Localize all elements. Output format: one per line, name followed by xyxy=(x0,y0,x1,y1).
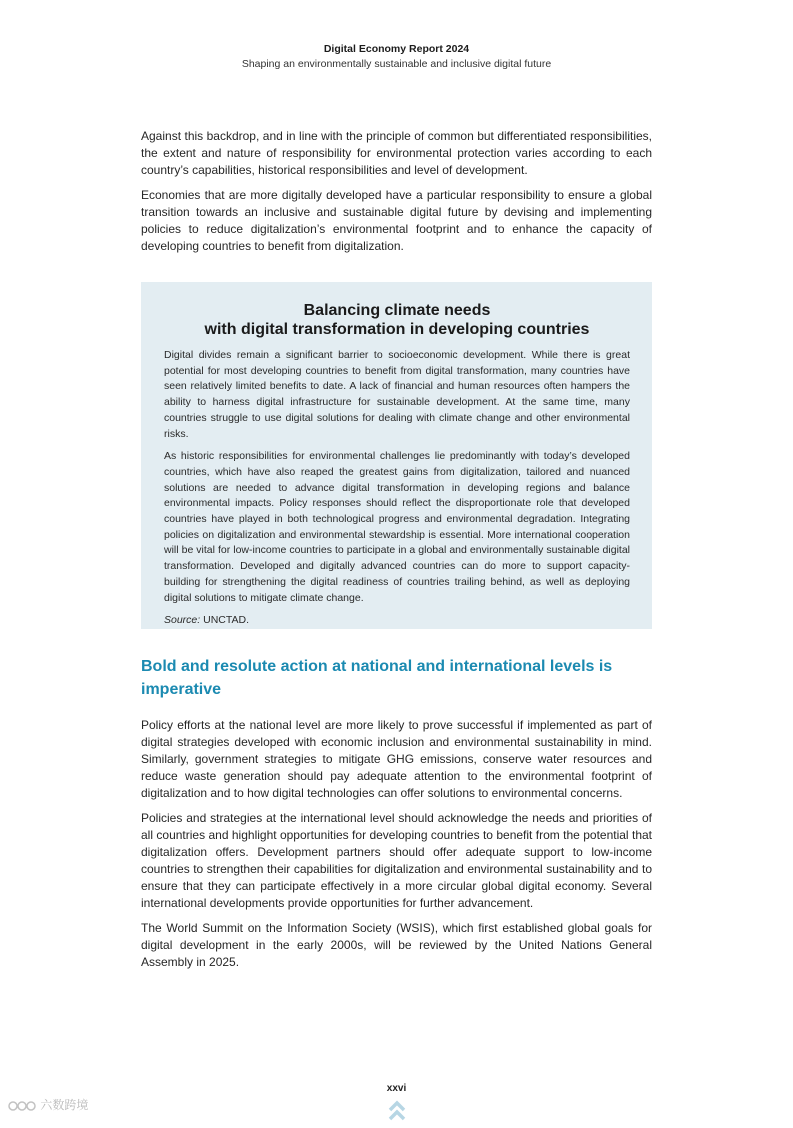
report-title: Digital Economy Report 2024 xyxy=(323,43,470,55)
report-subtitle: Shaping an environmentally sustainable and inclusive digital future xyxy=(241,58,552,70)
source-label: Source: xyxy=(164,614,201,627)
box-source xyxy=(164,613,630,628)
box-paragraph-1: Digital divides remain a significant barrier to socioeconomic development. While there is great potential for most developing countries to benefit from digital transformation, many countries have seen relatively limited benefits to date. A lack of financial and human resources often hampers the ability to harness digital infrastructure for sustainable development. At the same time, many countries struggle to use digital solutions for dealing with climate change and other environmental risks. xyxy=(164,349,630,440)
watermark-logo-icon xyxy=(7,1098,37,1114)
page-number: xxvi xyxy=(386,1083,407,1094)
box-title-line-1: Balancing climate needs xyxy=(303,302,491,319)
section-paragraph-1: Policy efforts at the national level are more likely to prove successful if implemented as part of digital strategies developed with economic inclusion and environmental sustainability in mind. Similarly, government strategies to mitigate GHG emissions, conserve water resources and reduce waste generation should pay adequate attention to the environmental footprint of digitalization and to how digital technologies can offer solutions to environmental concerns. xyxy=(141,718,652,800)
intro-text xyxy=(141,128,652,263)
watermark-text: 六数跨境 xyxy=(40,1098,89,1112)
box-title-line-2: with digital transformation in developing countries xyxy=(204,321,590,338)
section-body xyxy=(141,717,652,979)
box-title xyxy=(164,301,630,339)
intro-paragraph-1: Against this backdrop, and in line with the principle of common but differentiated responsibilities, the extent and nature of responsibility for environmental protection varies according to each country’s capabilities, historical responsibilities and level of development. xyxy=(141,129,652,177)
section-heading: Bold and resolute action at national and international levels is imperative xyxy=(141,658,613,698)
source-value: UNCTAD. xyxy=(200,614,249,627)
watermark xyxy=(7,1096,88,1114)
page-header xyxy=(0,42,793,71)
intro-paragraph-2: Economies that are more digitally developed have a particular responsibility to ensure a global transition towards an inclusive and sustainable digital future by devising and implementing policies to reduce digitalization’s environmental footprint and to enhance the capacity of developing countries to benefit from digitalization. xyxy=(141,188,652,253)
section-paragraph-2: Policies and strategies at the international level should acknowledge the needs and priorities of all countries and highlight opportunities for developing countries to benefit from the potential that digitalization offers. Development partners should offer adequate support to low-income countries to strengthen their capabilities for digitalization and environmental sustainability and to ensure that they can participate effectively in a more circular global digital economy. Several international developments provide opportunities for further advancement. xyxy=(141,811,652,910)
box-paragraph-2: As historic responsibilities for environmental challenges lie predominantly with today’s developed countries, which have also reaped the greatest gains from digitalization, tailored and nuanced solutions are needed to advance digital transformation in developing regions and balance environmental impacts. Policy responses should reflect the disproportionate role that developed countries have played in both technological progress and environmental degradation. Integrating policies on digitalization and environmental stewardship is essential. More international cooperation will be vital for low-income countries to participate in a global and environmentally sustainable digital transformation. Developed and digitally advanced countries can do more to support capacity-building for strengthening the digital readiness of countries trailing behind, as well as deploying digital solutions to mitigate climate change. xyxy=(164,450,630,604)
up-chevron-icon[interactable] xyxy=(387,1099,407,1128)
climate-needs-box xyxy=(141,282,652,629)
section-paragraph-3: The World Summit on the Information Society (WSIS), which first established global goals for digital development in the early 2000s, will be reviewed by the United Nations General Assembly in 2025. xyxy=(141,921,652,969)
